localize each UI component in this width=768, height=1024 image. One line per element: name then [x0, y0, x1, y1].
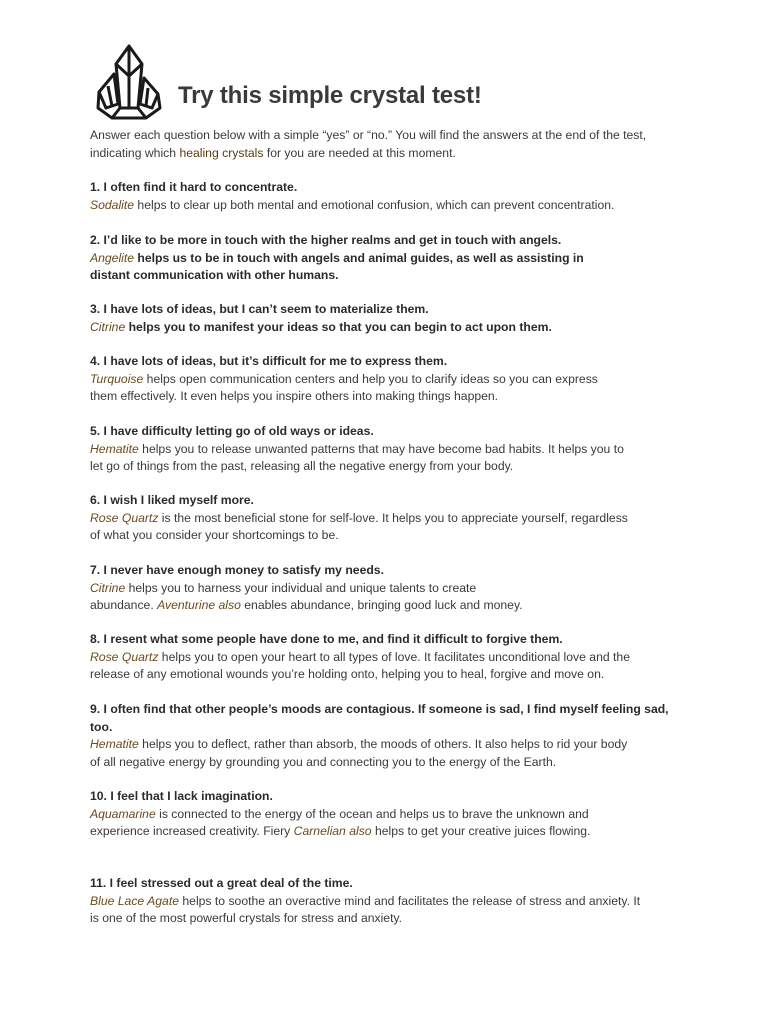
answer-text-continued: release of any emotional wounds you’re holding onto, helping you to heal, forgive and move on.	[90, 667, 605, 681]
intro-text-after: for you are needed at this moment.	[263, 145, 456, 160]
question-text: 9. I often find that other people’s moods are contagious. If someone is sad, I find myself feeling sad,	[90, 702, 669, 716]
crystal-name: Hematite	[90, 737, 139, 751]
question-block-7	[90, 562, 680, 615]
answer-text: Aquamarine is connected to the energy of the ocean and helps us to brave the unknown and	[90, 806, 589, 821]
intro-paragraph	[90, 127, 690, 162]
answer-text-continued: of all negative energy by grounding you and connecting you to the energy of the Earth.	[90, 754, 557, 769]
crystal-name-secondary: Aventurine also	[157, 598, 241, 612]
answer-text-continued: experience increased creativity. Fiery Carnelian also helps to get your creative juices flowing.	[90, 824, 591, 838]
question-block-9	[90, 701, 680, 771]
question-block-4	[90, 353, 680, 406]
question-block-11	[90, 875, 680, 928]
question-block-2	[90, 232, 680, 285]
crystal-name: Citrine	[90, 580, 126, 595]
answer-text: Blue Lace Agate helps to soothe an overactive mind and facilitates the release of stress and anxiety. It	[90, 893, 641, 908]
question-text: 8. I resent what some people have done to me, and find it difficult to forgive them.	[90, 632, 563, 646]
answer-text: Citrine helps you to manifest your ideas so that you can begin to act upon them.	[90, 319, 552, 334]
question-text: 2. I’d like to be more in touch with the higher realms and get in touch with angels.	[90, 233, 562, 247]
question-block-6	[90, 492, 680, 545]
intro-text-before: Answer each question below with a simple “yes” or “no.” You will find the answers at the end of the test, indicating which	[90, 128, 647, 160]
crystal-name: Citrine	[90, 319, 126, 334]
crystal-name-secondary: Carnelian also	[293, 824, 372, 838]
crystal-name: Rose Quartz	[90, 510, 159, 525]
question-text: 5. I have difficulty letting go of old ways or ideas.	[90, 424, 374, 438]
crystal-name: Blue Lace Agate	[90, 893, 179, 908]
question-text: 3. I have lots of ideas, but I can’t seem to materialize them.	[90, 302, 429, 316]
question-text: 7. I never have enough money to satisfy my needs.	[90, 563, 384, 577]
question-block-5	[90, 423, 680, 476]
question-block-3	[90, 301, 680, 336]
answer-text: Rose Quartz helps you to open your heart to all types of love. It facilitates unconditional love and the	[90, 649, 630, 664]
answer-text-continued: them effectively. It even helps you inspire others into making things happen.	[90, 389, 499, 403]
crystal-name: Rose Quartz	[90, 649, 159, 664]
question-block-1	[90, 179, 680, 214]
answer-text-continued: distant communication with other humans.	[90, 268, 339, 282]
question-text-continued: too.	[90, 719, 113, 734]
crystal-name: Aquamarine	[90, 806, 156, 821]
crystal-icon	[96, 42, 162, 122]
question-text: 6. I wish I liked myself more.	[90, 493, 254, 507]
answer-text: Hematite helps you to release unwanted patterns that may have become bad habits. It helps you to	[90, 441, 624, 456]
question-text: 10. I feel that I lack imagination.	[90, 789, 273, 803]
question-text: 11. I feel stressed out a great deal of the time.	[90, 876, 353, 890]
question-text: 1. I often find it hard to concentrate.	[90, 180, 298, 194]
crystal-name: Turquoise	[90, 371, 144, 386]
answer-text-continued: is one of the most powerful crystals for stress and anxiety.	[90, 911, 403, 925]
crystal-name: Hematite	[90, 441, 139, 456]
answer-text-continued: of what you consider your shortcomings to be.	[90, 528, 339, 542]
answer-text: Angelite helps us to be in touch with angels and animal guides, as well as assisting in	[90, 250, 584, 265]
answer-text: Rose Quartz is the most beneficial stone for self-love. It helps you to appreciate yourself, regardless	[90, 510, 628, 525]
page-title: Try this simple crystal test!	[178, 82, 482, 109]
answer-text: Citrine helps you to harness your individual and unique talents to create	[90, 580, 477, 595]
healing-crystals-link[interactable]: healing crystals	[179, 145, 264, 160]
question-block-10	[90, 788, 680, 841]
crystal-name: Sodalite	[90, 197, 135, 212]
question-text: 4. I have lots of ideas, but it’s difficult for me to express them.	[90, 354, 448, 368]
answer-text-continued: let go of things from the past, releasing all the negative energy from your body.	[90, 459, 514, 473]
answer-text: Sodalite helps to clear up both mental and emotional confusion, which can prevent concentration.	[90, 197, 615, 212]
answer-text: Turquoise helps open communication centers and help you to clarify ideas so you can express	[90, 371, 598, 386]
answer-text: Hematite helps you to deflect, rather than absorb, the moods of others. It also helps to rid your body	[90, 737, 628, 751]
answer-text-continued: abundance. Aventurine also enables abundance, bringing good luck and money.	[90, 598, 523, 612]
crystal-name: Angelite	[90, 250, 135, 265]
question-block-8	[90, 631, 680, 684]
